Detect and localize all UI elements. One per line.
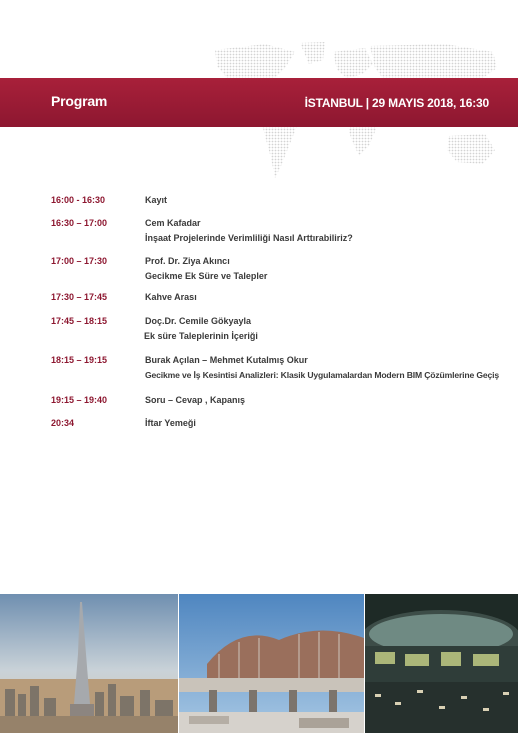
schedule-topic: Gecikme Ek Süre ve Talepler	[145, 271, 268, 281]
schedule-time: 16:30 – 17:00	[51, 218, 108, 228]
schedule-time: 17:45 – 18:15	[51, 316, 108, 326]
schedule-speaker: Burak Açılan – Mehmet Kutalmış Okur	[145, 355, 308, 365]
schedule-title: Kahve Arası	[145, 292, 197, 302]
event-location-date: İSTANBUL | 29 MAYIS 2018, 16:30	[304, 96, 489, 110]
schedule-topic: Gecikme ve İş Kesintisi Analizleri: Klasik Uygulamalardan Modern BIM Çözümlerine Geçiş	[145, 370, 500, 380]
schedule-speaker: Cem Kafadar	[145, 218, 201, 228]
schedule-topic: İnşaat Projelerinde Verimliliği Nasıl Arttırabiliriz?	[145, 233, 353, 243]
schedule-time: 17:00 – 17:30	[51, 256, 108, 266]
schedule-speaker: Prof. Dr. Ziya Akıncı	[145, 256, 230, 266]
schedule-title: İftar Yemeği	[145, 418, 196, 428]
schedule-topic: Ek süre Taleplerinin İçeriği	[144, 331, 258, 341]
schedule-title: Soru – Cevap , Kapanış	[145, 395, 246, 405]
header-band	[0, 78, 518, 127]
schedule-time: 16:00 - 16:30	[51, 195, 106, 205]
schedule-title: Kayıt	[145, 195, 168, 205]
schedule-time: 20:34	[51, 418, 75, 428]
stadium-photo	[365, 594, 518, 733]
building-construction-photo	[179, 594, 364, 733]
photo-strip	[0, 594, 518, 733]
schedule-time: 18:15 – 19:15	[51, 355, 108, 365]
page-title: Program	[51, 93, 108, 109]
schedule-time: 17:30 – 17:45	[51, 292, 108, 302]
schedule-time: 19:15 – 19:40	[51, 395, 108, 405]
schedule-speaker: Doç.Dr. Cemile Gökyayla	[145, 316, 252, 326]
city-skyline-photo	[0, 594, 178, 733]
